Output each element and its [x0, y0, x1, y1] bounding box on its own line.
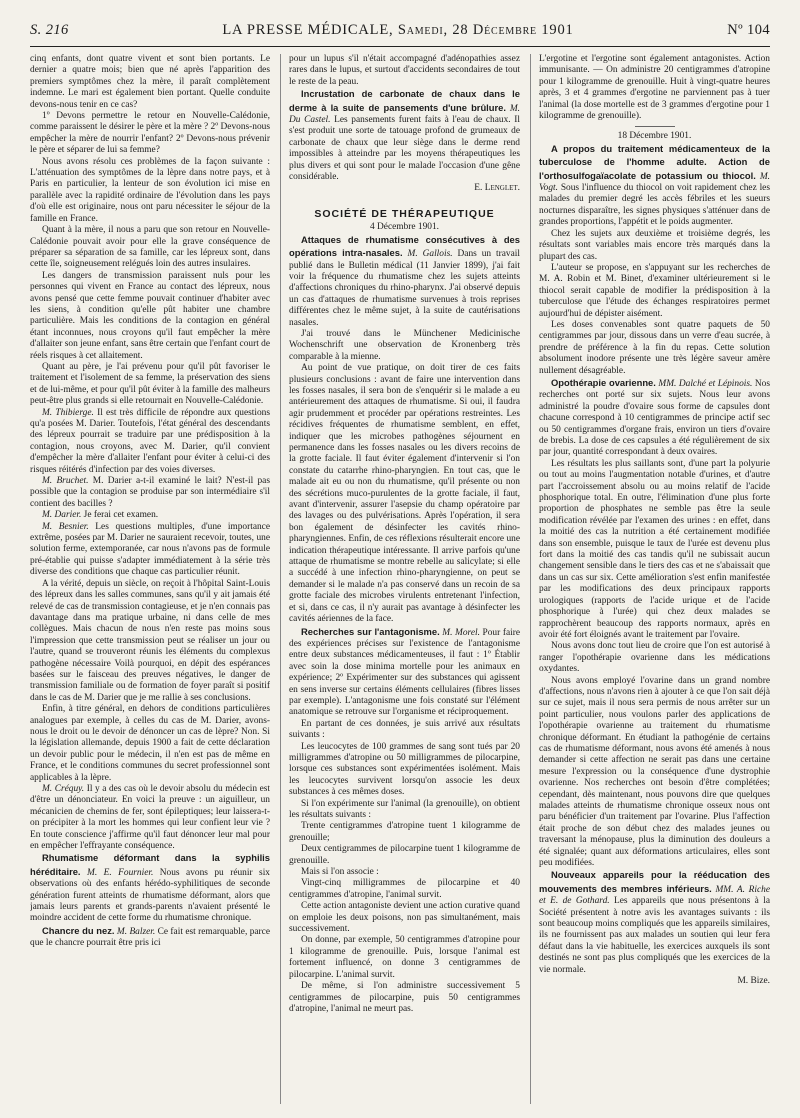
paragraph: Chez les sujets aux deuxième et troisième degrés, les résultats sont variables mais encore très marqués dans la plupart des cas. — [539, 228, 770, 262]
paragraph: Mais si l'on associe : — [301, 867, 379, 878]
paragraph: Nous avons donc tout lieu de croire que l'on est autorisé à ranger l'opothérapie ovarienne dans les médications oxydantes. — [539, 641, 770, 675]
paragraph: Si l'on expérimente sur l'animal (la grenouille), on obtient les résultats suivants : — [289, 798, 520, 820]
paragraph: Deux centigrammes de pilocarpine tuent 1 kilogramme de grenouille. — [289, 844, 520, 866]
paragraph: Les leucocytes de 100 grammes de sang sont tués par 20 milligrammes d'atropine ou 50 milligrammes de pilocarpine, lorsque ces substances sont expérimentées isolément. Mais les leucocytes survivent lorsqu'on associe les deux substances à ces mêmes doses. — [289, 741, 520, 798]
text-columns — [30, 54, 770, 1104]
section-text: Nous avons pu réunir six observations où des enfants hérédo-syphilitiques de seconde génération furent atteints de rhumatisme déformant, alors que jamais leurs parents et grands-parents n'avaient présenté le moindre accident de cette forme du rhumatisme chronique. — [30, 867, 270, 924]
speech-text: Je ferai cet examen. — [81, 510, 159, 521]
paragraph: L'auteur se propose, en s'appuyant sur les recherches de M. A. Robin et M. Binet, d'examiner ultérieurement si le thiocol serait capable de modifier la prédisposition à la tuberculose que l'étude des échanges respiratoires permet aujourd'hui de dépister aisément. — [539, 262, 770, 319]
speaker-name: M. Besnier. — [42, 521, 89, 532]
section-heading: Nouveaux appareils pour la rééducation des mouvements des membres inférieurs. — [539, 869, 770, 894]
issue-number: Nº 104 — [727, 22, 770, 38]
paragraph: Quant au père, je l'ai prévenu pour qu'il pût favoriser le traitement et l'isolement de sa femme, la préservation des siens et de lui-même, et pour qu'il pût éviter à la famille des malheurs peut-être plus grands si elle retournait en Nouvelle-Calédonie. — [30, 361, 270, 407]
section-text: Ce fait est remarquable, parce que le chancre pourrait être pris ici — [30, 926, 270, 949]
section-text: Nos recherches ont porté sur six sujets. Nous leur avons administré la poudre d'ovaire sous forme de capsules dont chacune correspond à 10 centigrammes de principe actif sec ou 50 centigrammes d'organe frais, environ un tiers d'ovaire de brebis. La dose de ces capsules a été régulièrement de six par jour, quantité correspondant à deux ovaires. — [539, 378, 770, 458]
author-name: M. Balzer. — [114, 926, 156, 937]
signature: E. Lenglet. — [474, 183, 520, 194]
paragraph: L'ergotine et l'ergotine sont également antagonistes. Action immunisante. — On administre 20 centigrammes d'atropine pour 1 kilogramme de grenouille. Huit à vingt-quatre heures après, 3 et 4 grammes d'ergotine ne parviennent pas à tuer l'animal (la dose mortelle est de 3 grammes d'ergotine pour 1 kilogramme de grenouille). — [539, 54, 770, 122]
paragraph: Les dangers de transmission paraissent nuls pour les personnes qui vivent en France au contact des lépreux, nous avons pensé que cette femme pouvait continuer d'habiter avec les siens, à condition qu'elle pût habiter une chambre particulière. Mais les conditions de la contagion en général étant inconnues, nous croyons qu'il faut empêcher la mère d'allaiter son jeune enfant, sans être certain que l'enfant court de réels risques à cet allaitement. — [30, 270, 270, 361]
section-text: Dans un travail publié dans le Bulletin médical (11 Janvier 1899), j'ai fait voir la fréquence du rhumatisme chez les sujets atteints d'affections chroniques du rhino-pharynx. J'ai observé depuis un cas d'attaques de rhumatisme survenues à trois reprises différentes chez le même sujet, à la suite de cautérisations nasales. — [289, 249, 520, 328]
speech-text: Les questions multiples, d'une importance extrême, posées par M. Darier ne sauraient recevoir, toutes, une solution ferme, extemporanée, car nous n'avons pas de formule pré-établie qui puisse s'adapter immédiatement à la série très diverse des conditions que chaque cas particulier réunit. — [30, 521, 270, 578]
section-heading: A propos du traitement médicamenteux de la tuberculose de l'homme adulte. Action de l'orthosulfogaïacolate de potassium ou thiocol. — [539, 142, 770, 181]
paragraph: De même, si l'on administre successivement 5 centigrammes de pilocarpine, puis 50 centigrammes d'atropine, l'animal ne meurt pas. — [289, 981, 520, 1014]
speaker-name: M. Bruchet. — [42, 476, 89, 487]
session-date: 4 Décembre 1901. — [370, 222, 439, 233]
speech-text: Il y a des cas où le devoir absolu du médecin est d'être un dénonciateur. En voici la preuve : un aiguilleur, un mécanicien de chemins de fer, sont épileptiques; leur laissera-t-on précipiter à la mort les hommes qui leur confient leur vie ? En toute conscience j'affirme qu'il faut dénoncer leur mal pour en empêcher l'effrayante conséquence. — [30, 784, 270, 852]
author-name: M. Morel. — [439, 627, 480, 638]
page-folio: S. 216 — [30, 22, 69, 38]
paragraph — [539, 377, 770, 459]
paragraph — [30, 408, 270, 476]
paragraph: Cette action antagoniste devient une action curative quand on emploie les deux poisons, non pas simultanément, mais successivement. — [289, 901, 520, 935]
paragraph — [30, 510, 270, 521]
author-name: M. Vogt. — [539, 171, 770, 194]
paragraph: Quant à la mère, il nous a paru que son retour en Nouvelle-Calédonie pouvait avoir pour elle la grave conséquence de préparer sa séparation de sa famille, car les lépreux sont, dans cette île, soigneusement relégués loin des autres insulaires. — [30, 225, 270, 270]
speech-text: M. Darier a-t-il examiné le lait? N'est-il pas possible que la contagion se produise par son intermédiaire s'il contient des bacilles ? — [30, 476, 270, 509]
paragraph — [30, 852, 270, 924]
author-name: M. Gallois. — [402, 249, 453, 260]
society-heading: SOCIÉTÉ DE THÉRAPEUTIQUE — [314, 207, 495, 220]
paragraph — [539, 143, 770, 229]
header-rule — [30, 46, 770, 47]
author-name: MM. A. Riche et E. de Gothard. — [539, 884, 770, 907]
speaker-name: M. Thibierge. — [42, 407, 94, 418]
paragraph: Nous avons résolu ces problèmes de la façon suivante : L'atténuation des symptômes de la lèpre dans notre pays, et à Paris en particulier, la lenteur de son évolution ici mise en parallèle avec la rapidité ordinaire de l'évolution dans les pays d'où elle est originaire, nous ont paru nécessiter le séjour de la famille en France. — [30, 156, 270, 224]
section-text: Les pansements furent faits à l'eau de chaux. Il s'est produit une sorte de tatouage profond de grumeaux de carbonate de chaux que leur siège dans le derme rend impossibles à atteindre par les moyens thérapeutiques les plus divers et qui sont pour le malade l'occasion d'une gêne considérable. — [289, 115, 520, 183]
column-1 — [30, 54, 270, 1104]
signature: M. Bize. — [737, 976, 770, 987]
divider — [635, 126, 675, 127]
paragraph: J'ai trouvé dans le Münchener Medicinische Wochenschrift une observation de Kronenberg très comparable à la mienne. — [289, 328, 520, 362]
section-text: Sous l'influence du thiocol on voit rapidement chez les malades du premier degré les accès fébriles et les sueurs nocturnes disparaître, les signes physiques s'atténuer dans de grandes proportions, l'appétit et le poids augmenter. — [539, 183, 770, 228]
journal-title: LA PRESSE MÉDICALE, Samedi, 28 Décembre 1901 — [222, 22, 574, 38]
paragraph: Au point de vue pratique, on doit tirer de ces faits plusieurs conclusions : avant de faire une intervention dans les fosses nasales, il sera bon de s'enquérir si le malade a eu antérieurement des attaques de rhumatisme. Si oui, il faudra agir prudemment et procéder par opérations restreintes. Les récidives fréquentes de rhumatisme semblent, en effet, indiquer que les microbes pathogènes séjournent en permanence dans les fosses nasales ou les divers recoins de la grotte faciale. Il faut éviter également d'intervenir si l'on constate du catarrhe rhino-pharyngien. En tout cas, que le malade ait eu ou non du rhumatisme, qu'il présente ou non des sécrétions muco-purulentes de la grotte faciale, il faut, avant d'intervenir, assurer l'asepsie du champ opératoire par des lavages ou des pulvérisations. Après l'opération, il sera bon également de désinfecter les cavités rhino-pharyngiennes. Enfin, de ces réflexions résulterait encore une indication thérapeutique intéressante. Il arrive parfois qu'une attaque de rhumatisme se montre rebelle au salicylate; si elle a succédé à une infection rhino-pharyngienne, on peut se demander si le malade n'a pas conservé dans un recoin de sa grotte faciale des microbes virulents entretenant l'infection, et si, dans ce cas, il n'y aurait pas avantage à désinfecter les cavités aériennes de la face. — [289, 363, 520, 625]
paragraph: A la vérité, depuis un siècle, on reçoit à l'hôpital Saint-Louis des lépreux dans les salles communes, sans qu'il y ait jamais été relevé de cas de transmission contagieuse, et je n'en connais pas davantage dans ma pratique urbaine, ni dans celle de mes collègues. Mais chacun de nous n'en reste pas moins sous l'impression que cette transmission peut se réaliser un jour ou l'autre, quand se trouveront réunis les éléments du complexus pathogène nécessaire Voilà pourquoi, en dépit des espérances basées sur le faisceau des preuves négatives, le danger de transmission familiale ou de formation de foyer paraît si positif dans le cas de M. Darier que je me rallie à ses conclusions. — [30, 578, 270, 703]
paragraph — [289, 88, 520, 183]
speaker-name: M. Créquy. — [42, 784, 85, 794]
section-heading: Attaques de rhumatisme consécutives à des opérations intra-nasales. — [289, 233, 520, 259]
paragraph — [289, 626, 520, 719]
paragraph — [30, 925, 270, 950]
session-date: 18 Décembre 1901. — [617, 131, 692, 142]
paragraph: Nous avons employé l'ovarine dans un grand nombre d'affections, nous n'avons rien à ajouter à ce que l'on sait déjà sur ce sujet, mais il nous sera permis de nous arrêter sur un point particulier, nous voulons parler des applications de l'opothérapie ovarienne au traitement du rhumatisme chronique déformant. En étudiant la pathogénie de certains cas de rhumatisme déformant, nous avons été amenés à nous demander si cette affection ne serait pas dans une certaine mesure l'expression ou la conséquence d'une dystrophie ovarienne. Nos recherches ont besoin d'être complétées; cependant, dès maintenant, nous pouvons dire que quelques malades atteints de rhumatisme chronique osseux nous ont paru bénéficier d'un traitement par l'ovarine. Plus l'affection était proche de son début chez des malades jeunes ou traversant la ménopause, plus la diminution des douleurs a été signalée; quant aux déformations articulaires, elles sont peu modifiées. — [539, 675, 770, 869]
paragraph: Les résultats les plus saillants sont, d'une part la polyurie ou tout au moins l'augmentation notable d'urines, et d'autre part l'accroissement absolu ou au moins relatif de l'acide phosphorique total. En outre, l'élimination d'une plus forte proportion de phosphates ne semble pas être la seule modification révélée par l'examen des urines : en effet, dans la moitié des cas la nutrition a été certainement modifiée dans son ensemble, puisque le taux de l'urée est devenu plus fort dans la moitié des cas tandis qu'il ne subissait aucun changement sensible dans le tiers des cas et ne s'abaissait que dans un cas sur six. Cette amélioration s'est enfin manifestée par les modifications des deux principaux rapports urologiques (rapports de l'acide urique et de l'acide phosphorique à l'urée) qui chez deux malades se rapprochèrent beaucoup des rapports normaux, après en avoir été fort éloignés avant le traitement par l'ovaire. — [539, 458, 770, 640]
author-name: M. E. Fournier. — [80, 867, 154, 878]
author-name: M. Du Castel. — [289, 103, 520, 126]
author-name: MM. Dalché et Lépinois. — [655, 378, 753, 389]
paragraph — [539, 869, 770, 976]
paragraph: En partant de ces données, je suis arrivé aux résultats suivants : — [289, 718, 520, 741]
paragraph: pour un lupus s'il n'était accompagné d'adénopathies assez rares dans le lupus, et surtout d'accidents secondaires de tout le reste de la peau. — [289, 54, 520, 87]
section-heading: Rhumatisme déformant dans la syphilis héréditaire. — [30, 852, 270, 877]
section-heading: Opothérapie ovarienne. — [551, 376, 656, 388]
column-2 — [280, 54, 520, 1104]
column-3 — [530, 54, 770, 1104]
paragraph: cinq enfants, dont quatre vivent et sont bien portants. Le dernier a quatre mois; bien que né après l'apparition des premiers symptômes chez la mère, il paraît complètement indemne. Le mari est également bien portant. Quelle conduite devons-nous tenir en ce cas? — [30, 54, 270, 110]
paragraph: Trente centigrammes d'atropine tuent 1 kilogramme de grenouille; — [289, 821, 520, 843]
paragraph: Les doses convenables sont quatre paquets de 50 centigrammes par jour, dissous dans un verre d'eau sucrée, à prendre de préférence à la fin du repas. Cette solution absolument inodore présente une très légère saveur amère nullement désagréable. — [539, 319, 770, 376]
section-heading: Chancre du nez. — [42, 924, 115, 936]
paragraph: Enfin, à titre général, en dehors de conditions particulières analogues par exemple, à celles du cas de M. Darier, avons-nous le droit ou le devoir de dénoncer un cas de lèpre? Non. Si la législation allemande, depuis 1900 a fait de cette déclaration un devoir public pour le médecin, il n'en est pas de même en France, et le conditions communes du secret professionnel sont applicables à la lèpre. — [30, 704, 270, 783]
paragraph — [30, 784, 270, 852]
paragraph — [30, 522, 270, 579]
paragraph: 1º Devons permettre le retour en Nouvelle-Calédonie, comme paraissent le désirer le père et la mère ? 2º Devons-nous empêcher la mère de nourrir l'enfant? 2º Devons-nous prévenir le père et séparer de lui sa femme? — [30, 111, 270, 156]
running-header — [30, 22, 770, 44]
section-heading: Incrustation de carbonate de chaux dans le derme à la suite de pansements d'une brûlure. — [289, 88, 520, 113]
speaker-name: M. Darier. — [42, 510, 82, 521]
speech-text: Il est très difficile de répondre aux questions qu'a posées M. Darier. Toutefois, l'état général des descendants des lépreux pourrait se traduire par une prédisposition à la contagion, nous croyons, avec M. Darier, qu'il convient d'empêcher la mère d'allaiter l'enfant pour éviter à celui-ci des risques réitérés d'infection par des voies diverses. — [30, 407, 270, 475]
paragraph: Vingt-cinq milligrammes de pilocarpine et 40 centigrammes d'atropine, l'animal survit. — [289, 878, 520, 900]
paragraph — [289, 234, 520, 329]
paragraph — [30, 476, 270, 510]
section-text: Les appareils que nous présentons à la Société présentent à notre avis les avantages suivants : ils sont beaucoup moins compliqués que les appareils similaires, ils ne fournissent pas aux malades un soutien qui leur fera défaut dans la vie habituelle, les exercices auxquels ils sont destinés ne sont pas plus compliqués que les exercices de la vie normale. — [539, 896, 770, 975]
section-heading: Recherches sur l'antagonisme. — [301, 625, 440, 637]
paragraph: On donne, par exemple, 50 centigrammes d'atropine pour 1 kilogramme de grenouille. Puis, lorsque l'animal est fortement influencé, on donne 3 centigrammes de pilocarpine. L'animal survit. — [289, 935, 520, 980]
section-text: Pour faire des expériences précises sur l'existence de l'antagonisme entre deux substances médicamenteuses, il faut : 1º Établir avec soin la dose minima mortelle pour les animaux en expérience; 2º Expérimenter sur des substances qui agissent en sens inverse sur certains éléments cellulaires (fibres lisses par exemple). L'antagonisme une fois constaté sur l'élément anatomique se retrouve sur l'organisme et réciproquement. — [289, 627, 520, 718]
